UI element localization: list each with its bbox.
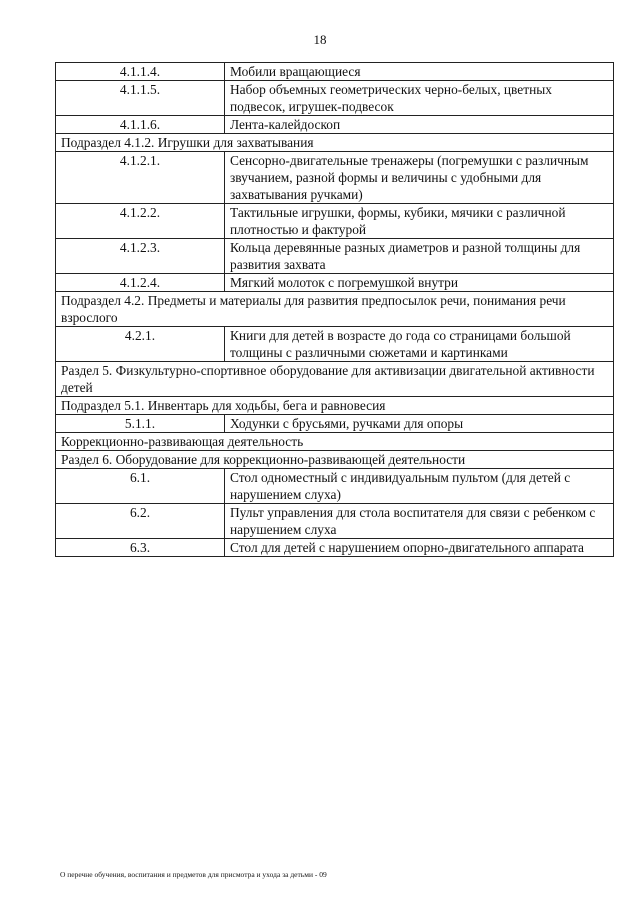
- equipment-table: [55, 62, 614, 557]
- item-description: Набор объемных геометрических черно-белых, цветных подвесок, игрушек-подвесок: [225, 81, 614, 116]
- table-row: [56, 415, 614, 433]
- item-number: 4.1.2.1.: [56, 152, 225, 204]
- table-row: [56, 239, 614, 274]
- table-row: [56, 469, 614, 504]
- table-row: [56, 274, 614, 292]
- section-row: [56, 433, 614, 451]
- item-number: 4.1.1.4.: [56, 63, 225, 81]
- section-row: [56, 134, 614, 152]
- page-footer: О перечне обучения, воспитания и предметов для присмотра и ухода за детьми - 09: [60, 870, 327, 879]
- item-number: 4.1.2.2.: [56, 204, 225, 239]
- item-description: Лента-калейдоскоп: [225, 116, 614, 134]
- section-row: [56, 451, 614, 469]
- item-description: Пульт управления для стола воспитателя для связи с ребенком с нарушением слуха: [225, 504, 614, 539]
- section-row: [56, 292, 614, 327]
- item-description: Мобили вращающиеся: [225, 63, 614, 81]
- item-description: Тактильные игрушки, формы, кубики, мячики с различной плотностью и фактурой: [225, 204, 614, 239]
- item-number: 6.2.: [56, 504, 225, 539]
- section-row: [56, 362, 614, 397]
- item-description: Кольца деревянные разных диаметров и разной толщины для развития захвата: [225, 239, 614, 274]
- item-number: 4.1.2.4.: [56, 274, 225, 292]
- table-row: [56, 116, 614, 134]
- item-description: Сенсорно-двигательные тренажеры (погремушки с различным звучанием, разной формы и величины с удобными для захватывания ручками): [225, 152, 614, 204]
- table-row: [56, 539, 614, 557]
- section-row: [56, 397, 614, 415]
- item-number: 4.1.2.3.: [56, 239, 225, 274]
- item-description: Ходунки с брусьями, ручками для опоры: [225, 415, 614, 433]
- table-row: [56, 63, 614, 81]
- section-heading: Подраздел 4.2. Предметы и материалы для развития предпосылок речи, понимания речи взрослого: [56, 292, 614, 327]
- item-number: 4.1.1.5.: [56, 81, 225, 116]
- table-row: [56, 204, 614, 239]
- item-number: 4.1.1.6.: [56, 116, 225, 134]
- section-heading: Раздел 6. Оборудование для коррекционно-развивающей деятельности: [56, 451, 614, 469]
- item-number: 6.1.: [56, 469, 225, 504]
- table-row: [56, 81, 614, 116]
- table-row: [56, 327, 614, 362]
- section-heading: Подраздел 4.1.2. Игрушки для захватывания: [56, 134, 614, 152]
- page-number: 18: [313, 32, 327, 47]
- section-heading: Раздел 5. Физкультурно-спортивное оборудование для активизации двигательной активности детей: [56, 362, 614, 397]
- table-row: [56, 152, 614, 204]
- item-number: 4.2.1.: [56, 327, 225, 362]
- item-description: Стол одноместный с индивидуальным пультом (для детей с нарушением слуха): [225, 469, 614, 504]
- item-description: Стол для детей с нарушением опорно-двигательного аппарата: [225, 539, 614, 557]
- item-description: Мягкий молоток с погремушкой внутри: [225, 274, 614, 292]
- table-row: [56, 504, 614, 539]
- section-heading: Коррекционно-развивающая деятельность: [56, 433, 614, 451]
- item-number: 6.3.: [56, 539, 225, 557]
- item-description: Книги для детей в возрасте до года со страницами большой толщины с различными сюжетами и картинками: [225, 327, 614, 362]
- item-number: 5.1.1.: [56, 415, 225, 433]
- table-body: [56, 63, 614, 557]
- section-heading: Подраздел 5.1. Инвентарь для ходьбы, бега и равновесия: [56, 397, 614, 415]
